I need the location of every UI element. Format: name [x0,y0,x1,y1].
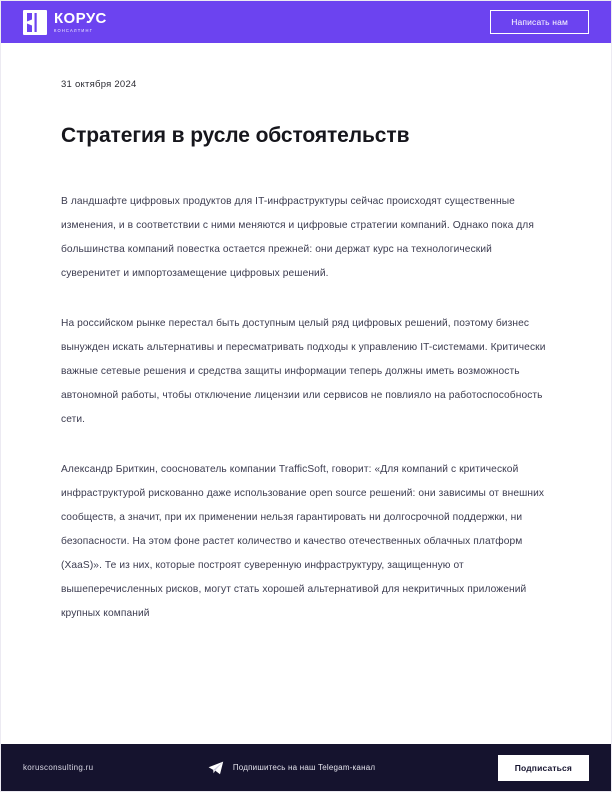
telegram-paper-plane-icon [208,761,224,775]
brand-logo[interactable] [23,10,107,35]
publish-date: 31 октября 2024 [61,79,137,90]
paragraph: В ландшафте цифровых продуктов для IT-инфраструктуры сейчас происходят существенные изменения, и в соответствии с ними меняются и цифровые стратегии компаний. Однако пока для большинства компаний повестка остается прежней: они держат курс на технологический суверенитет и импортозамещение цифровых решений. [61,196,534,280]
telegram-promo [93,761,497,775]
site-footer [1,744,611,791]
paragraph: Александр Бриткин, сооснователь компании TrafficSoft, говорит: «Для компаний с критической инфраструктурой рискованно даже использование open source решений: они зависимы от внешних сообществ, а значит, при их применении нельзя гарантировать ни долгосрочной поддержки, ни безопасности. На этом фоне растет количество и качество отечественных облачных платформ (XaaS)». Те из них, которые построят суверенную инфраструктуру, защищенную от вышеперечисленных рисков, могут стать хорошей альтернативой для некритичных приложений крупных компаний [61,463,545,619]
korus-k-mark-icon [23,10,47,35]
brand-name: КОРУС [54,10,107,28]
contact-us-button[interactable]: Написать нам [490,10,589,34]
page-title: Стратегия в русле обстоятельств [61,124,410,147]
telegram-promo-text: Подпишитесь на наш Telegam-канал [232,763,376,772]
paragraph: На российском рынке перестал быть доступным целый ряд цифровых решений, поэтому бизнес вынужден искать альтернативы и пересматривать подходы к управлению IT-системами. Критически важные сетевые решения и средства защиты информации теперь должны иметь возможность автономной работы, чтобы отключение лицензии или сервисов не повлияло на работоспособность сети. [61,318,546,425]
brand-subtitle: КОНСАЛТИНГ [54,27,93,33]
brand-text-block [54,11,107,33]
site-header [1,1,611,43]
footer-website-link[interactable]: korusconsulting.ru [23,763,94,772]
article-paragraphs [61,190,551,626]
subscribe-button[interactable]: Подписаться [498,755,589,781]
article-body [1,43,611,744]
